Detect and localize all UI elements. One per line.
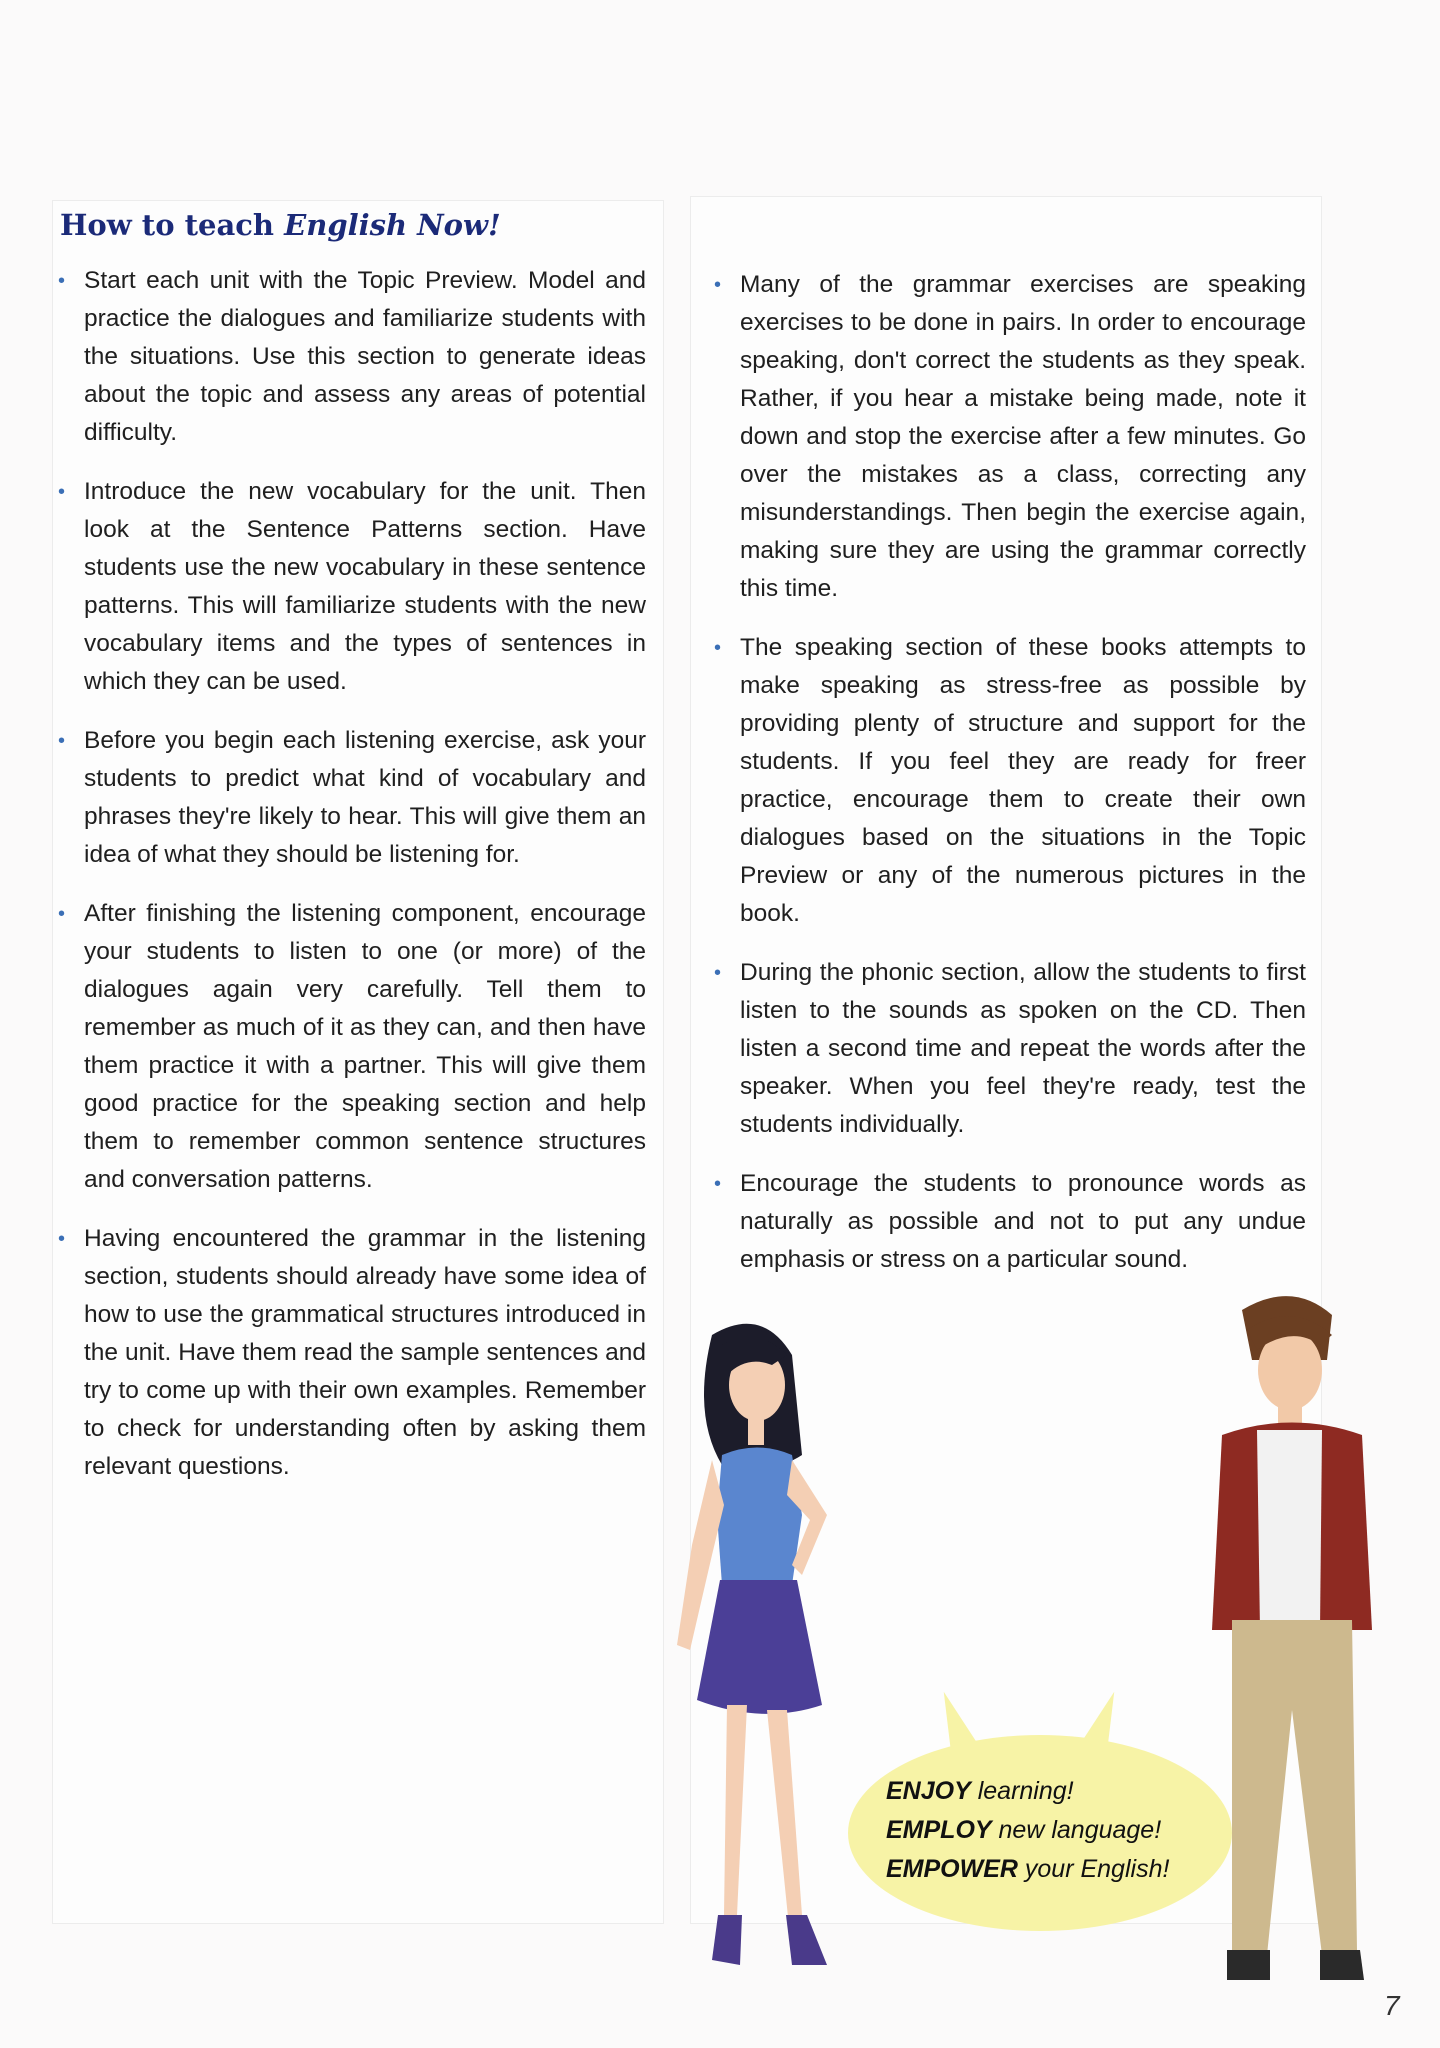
title-prefix: How to teach <box>60 208 285 242</box>
list-item <box>56 262 646 452</box>
list-item <box>56 895 646 1199</box>
slogan-rest: your English! <box>1017 1855 1170 1883</box>
bullet-icon: • <box>714 274 722 296</box>
item-text: The speaking section of these books attempts to make speaking as stress-free as possible by providing plenty of structure and support for the students. If you feel they are ready for freer practice, encourage them to create their own dialogues based on the situations in the Topic Preview or any of the numerous pictures in the book. <box>740 634 1306 927</box>
bullet-icon: • <box>58 270 66 292</box>
item-text: During the phonic section, allow the students to first listen to the sounds as spoken on the CD. Then listen a second time and repeat the words after the speaker. When you feel they're ready, test the students individually. <box>740 959 1306 1138</box>
slogan-line <box>886 1850 1169 1889</box>
section-title <box>60 208 501 242</box>
bullet-icon: • <box>58 1228 66 1250</box>
item-text: Having encountered the grammar in the listening section, students should already have some idea of how to use the grammatical structures introduced in the unit. Have them read the sample sentences and try to come up with their own examples. Remember to check for understanding often by asking them relevant questions. <box>84 1225 646 1480</box>
bullet-icon: • <box>58 903 66 925</box>
slogan-bold: EMPLOY <box>886 1816 992 1844</box>
list-item <box>56 722 646 874</box>
list-item <box>56 1220 646 1486</box>
list-item <box>56 473 646 701</box>
list-item <box>712 629 1306 933</box>
bullet-icon: • <box>58 730 66 752</box>
item-text: Many of the grammar exercises are speaking exercises to be done in pairs. In order to encourage speaking, don't correct the students as they speak. Rather, if you hear a mistake being made, note it down and stop the exercise after a few minutes. Go over the mistakes as a class, correcting any misunderstandings. Then begin the exercise again, making sure they are using the grammar correctly this time. <box>740 271 1306 602</box>
item-text: Before you begin each listening exercise, ask your students to predict what kind of vocabulary and phrases they're likely to hear. This will give them an idea of what they should be listening for. <box>84 727 646 868</box>
slogan-rest: new language! <box>991 1816 1162 1844</box>
list-item <box>712 266 1306 608</box>
slogan-bold: ENJOY <box>886 1777 971 1805</box>
boy-illustration <box>1192 1290 1392 2000</box>
item-text: Start each unit with the Topic Preview. Model and practice the dialogues and familiarize students with the situations. Use this section to generate ideas about the topic and assess any areas of potential difficulty. <box>84 267 646 446</box>
slogans <box>886 1772 1169 1889</box>
slogan-rest: learning! <box>970 1777 1074 1805</box>
left-column <box>56 262 646 1507</box>
girl-illustration <box>652 1315 872 1985</box>
item-text: Encourage the students to pronounce words as naturally as possible and not to put any undue emphasis or stress on a particular sound. <box>740 1170 1306 1273</box>
right-column <box>712 266 1306 1300</box>
bullet-icon: • <box>714 962 722 984</box>
bullet-icon: • <box>714 1173 722 1195</box>
bullet-icon: • <box>714 637 722 659</box>
list-item <box>712 954 1306 1144</box>
title-emphasis: English Now! <box>284 208 501 242</box>
list-item <box>712 1165 1306 1279</box>
slogan-bold: EMPOWER <box>886 1855 1018 1883</box>
slogan-line <box>886 1772 1169 1811</box>
slogan-line <box>886 1811 1169 1850</box>
page-number: 7 <box>1384 1990 1400 2021</box>
bullet-icon: • <box>58 481 66 503</box>
item-text: Introduce the new vocabulary for the unit. Then look at the Sentence Patterns section. Have students use the new vocabulary in these sentence patterns. This will familiarize students with the new vocabulary items and the types of sentences in which they can be used. <box>84 478 646 695</box>
item-text: After finishing the listening component, encourage your students to listen to one (or more) of the dialogues again very carefully. Tell them to remember as much of it as they can, and then have them practice it with a partner. This will give them good practice for the speaking section and help them to remember common sentence structures and conversation patterns. <box>84 900 646 1193</box>
